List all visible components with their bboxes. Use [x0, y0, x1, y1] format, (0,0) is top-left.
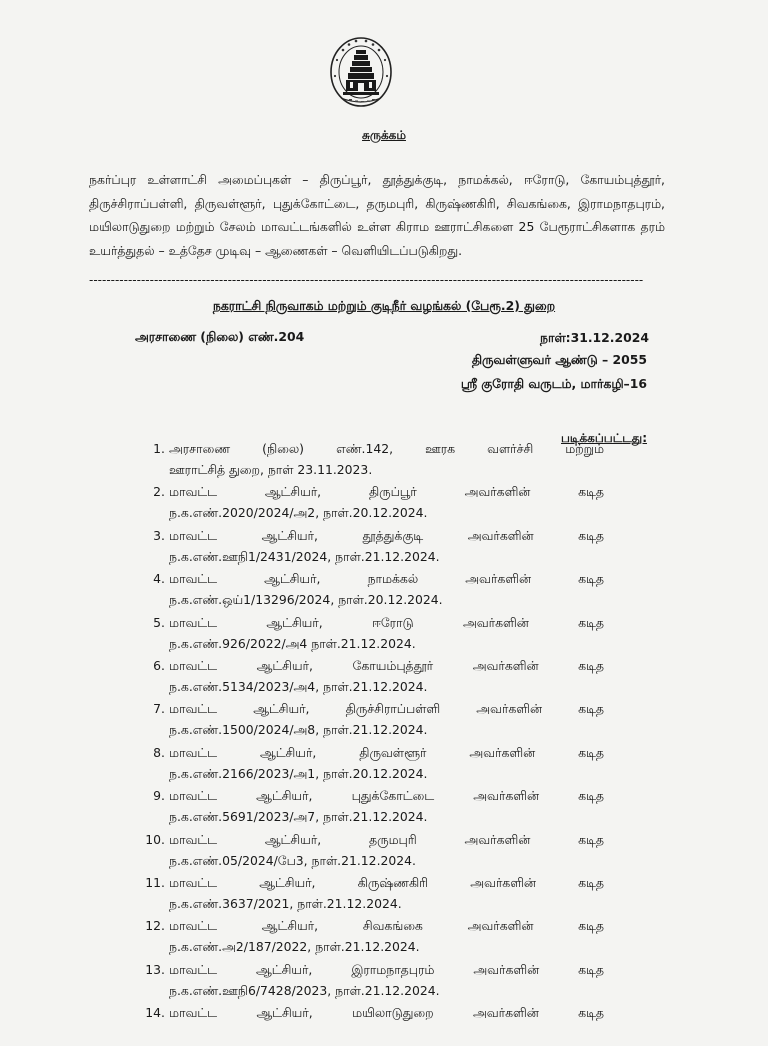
reference-item — [0, 959, 768, 1003]
reference-line-2: ந.க.எண்.ஒய்1/13296/2024, நாள்.20.12.2024. — [169, 592, 443, 608]
reference-item — [0, 829, 768, 873]
reference-number: 8. — [153, 744, 165, 760]
reference-item — [0, 438, 768, 482]
reference-item — [0, 915, 768, 959]
reference-number: 11. — [145, 875, 165, 890]
reference-line-1: மாவட்ட ஆட்சியர், நாமக்கல் அவர்களின் கடித — [169, 571, 604, 587]
summary-text: நகர்ப்புர உள்ளாட்சி அமைப்புகள் – திருப்பூர், தூத்துக்குடி, நாமக்கல், ஈரோடு, கோயம்புத்தூர், திருச்சிராப்பள்ளி, திருவள்ளூர், புதுக்கோட்டை, தருமபுரி, கிருஷ்ணகிரி, சிவகங்கை, இராமநாதபுரம், மயிலாடுதுறை மற்றும் சேலம் மாவட்டங்களில் உள்ள கிராம ஊராட்சிகளை 25 பேரூராட்சிகளாக தரம் உயர்த்துதல் – உத்தேச முடிவு – ஆணைகள் – வெளியிடப்படுகிறது. — [89, 172, 665, 258]
reference-line-2: ந.க.எண்.926/2022/அ4 நாள்.21.12.2024. — [169, 635, 416, 651]
reference-line-2: ந.க.எண்.அ2/187/2022, நாள்.21.12.2024. — [169, 939, 420, 955]
reference-number: 7. — [153, 701, 165, 717]
reference-line-1: மாவட்ட ஆட்சியர், திருச்சிராப்பள்ளி அவர்களின் கடித — [169, 701, 604, 717]
reference-line-1: மாவட்ட ஆட்சியர், இராமநாதபுரம் அவர்களின் கடித — [169, 961, 604, 977]
reference-item — [0, 481, 768, 525]
reference-line-1: மாவட்ட ஆட்சியர், சிவகங்கை அவர்களின் கடித — [169, 918, 604, 934]
reference-line-2: ந.க.எண்.3637/2021, நாள்.21.12.2024. — [169, 896, 402, 911]
reference-line-2: ந.க.எண்.2166/2023/அ1, நாள்.20.12.2024. — [169, 765, 428, 781]
reference-line-2: ந.க.எண்.ஊநி6/7428/2023, நாள்.21.12.2024. — [169, 982, 440, 998]
reference-item — [0, 785, 768, 829]
reference-number: 4. — [153, 571, 165, 587]
order-date: நாள்:31.12.2024 — [540, 330, 649, 345]
reference-line-2: ந.க.எண்.05/2024/பே3, நாள்.21.12.2024. — [169, 852, 416, 868]
reference-number: 12. — [145, 918, 165, 934]
reference-line-1: மாவட்ட ஆட்சியர், கிருஷ்ணகிரி அவர்களின் கடித — [169, 875, 604, 890]
reference-item — [0, 655, 768, 699]
reference-line-2: ந.க.எண்.ஊநி1/2431/2024, நாள்.21.12.2024. — [169, 548, 440, 564]
reference-line-2: ந.க.எண்.2020/2024/அ2, நாள்.20.12.2024. — [169, 505, 428, 521]
reference-line-2: ஊராட்சித் துறை, நாள் 23.11.2023. — [169, 462, 373, 477]
reference-line-1: மாவட்ட ஆட்சியர், கோயம்புத்தூர் அவர்களின் கடித — [169, 658, 604, 673]
reference-number: 6. — [153, 658, 165, 673]
reference-line-1: மாவட்ட ஆட்சியர், மயிலாடுதுறை அவர்களின் கடித — [169, 1005, 604, 1021]
reference-line-1: மாவட்ட ஆட்சியர், திருவள்ளூர் அவர்களின் கடித — [169, 744, 604, 760]
reference-number: 14. — [145, 1005, 165, 1021]
reference-line-1: அரசாணை (நிலை) எண்.142, ஊரக வளர்ச்சி மற்றும் — [169, 441, 604, 456]
reference-line-2: ந.க.எண்.5134/2023/அ4, நாள்.21.12.2024. — [169, 679, 428, 694]
reference-number: 13. — [145, 961, 165, 977]
reference-line-1: மாவட்ட ஆட்சியர், தூத்துக்குடி அவர்களின் கடித — [169, 527, 604, 543]
order-number: அரசாணை (நிலை) எண்.204 — [135, 329, 305, 344]
reference-number: 3. — [153, 527, 165, 543]
summary-heading: சுருக்கம் — [362, 128, 406, 142]
separator-line: -------------------------------------------------------------------------------------------------------------------------------- — [89, 274, 644, 286]
tamil-nadu-emblem-icon — [329, 36, 393, 112]
reference-line-1: மாவட்ட ஆட்சியர், திருப்பூர் அவர்களின் கடித — [169, 484, 604, 500]
thiruvalluvar-year: திருவள்ளுவர் ஆண்டு – 2055 — [471, 352, 647, 367]
read-label: படிக்கப்பட்டது: — [561, 431, 647, 445]
reference-item — [0, 568, 768, 612]
reference-item — [0, 872, 768, 916]
department-title: நகராட்சி நிருவாகம் மற்றும் குடிநீர் வழங்கல் (பேரூ.2) துறை — [212, 298, 556, 313]
reference-line-1: மாவட்ட ஆட்சியர், புதுக்கோட்டை அவர்களின் கடித — [169, 788, 604, 804]
reference-line-2: ந.க.எண்.5691/2023/அ7, நாள்.21.12.2024. — [169, 809, 428, 825]
reference-line-1: மாவட்ட ஆட்சியர், ஈரோடு அவர்களின் கடித — [169, 614, 604, 630]
reference-number: 10. — [145, 831, 165, 847]
reference-item — [0, 698, 768, 742]
reference-item — [0, 742, 768, 786]
reference-item — [0, 612, 768, 656]
reference-line-1: மாவட்ட ஆட்சியர், தருமபுரி அவர்களின் கடித — [169, 831, 604, 847]
reference-number: 9. — [153, 788, 165, 804]
reference-number: 1. — [153, 441, 165, 456]
reference-number: 2. — [153, 484, 165, 500]
reference-item — [0, 525, 768, 569]
tamil-calendar-date: ஸ்ரீ குரோதி வருடம், மார்கழி–16 — [460, 376, 647, 391]
reference-item — [0, 1002, 768, 1046]
reference-line-2: ந.க.எண்.1500/2024/அ8, நாள்.21.12.2024. — [169, 722, 428, 738]
reference-number: 5. — [153, 614, 165, 630]
